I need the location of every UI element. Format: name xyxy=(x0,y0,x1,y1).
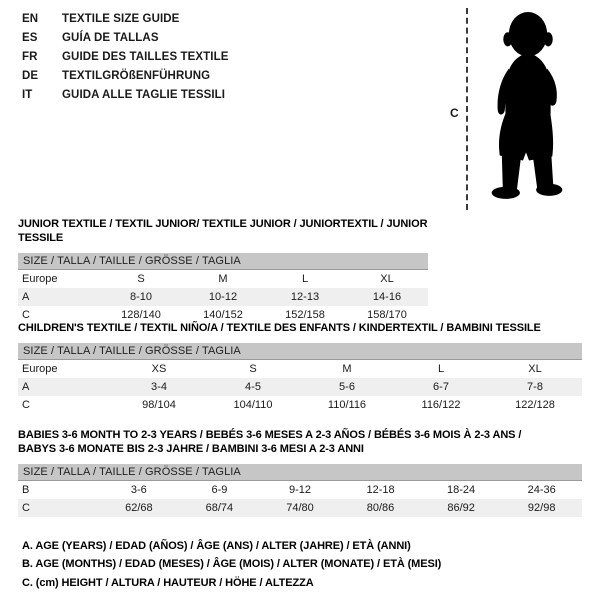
cell-value: 24-36 xyxy=(527,484,556,496)
language-title-text: GUÍA DE TALLAS xyxy=(62,32,159,44)
cell-value: M xyxy=(342,363,352,375)
language-title-list xyxy=(22,10,229,105)
cell-value: M xyxy=(218,273,228,285)
language-code: EN xyxy=(22,13,39,25)
language-row-de xyxy=(22,67,229,86)
cell-value: S xyxy=(249,363,257,375)
table-row xyxy=(18,378,582,396)
section-title-line: JUNIOR TEXTILE / TEXTIL JUNIOR/ TEXTILE JUNIOR / JUNIORTEXTIL / JUNIOR TESSILE xyxy=(18,218,428,244)
section-title xyxy=(18,321,582,335)
language-row-fr xyxy=(22,48,229,67)
cell-value: S xyxy=(137,273,145,285)
height-figure xyxy=(450,8,574,213)
cell-value: 158/170 xyxy=(367,309,407,321)
cell-value: 8-10 xyxy=(100,288,182,306)
cell-value: 116/122 xyxy=(421,399,461,411)
size-header-bar: SIZE / TALLA / TAILLE / GRÖSSE / TAGLIA xyxy=(18,343,582,360)
language-row-en xyxy=(22,10,229,29)
junior-size-table xyxy=(18,253,428,324)
cell-value: 4-5 xyxy=(206,378,300,396)
row-label: C xyxy=(18,499,99,517)
children-size-table xyxy=(18,343,582,414)
table-row xyxy=(18,499,582,517)
legend-note-line: C. (cm) HEIGHT / ALTURA / HAUTEUR / HÖHE / ALTEZZA xyxy=(22,576,314,589)
section-title-line: BABYS 3-6 MONATE BIS 2-3 JAHRE / BAMBINI 3-6 MESI A 2-3 ANNI xyxy=(18,443,364,455)
cell-value: 152/158 xyxy=(285,309,325,321)
babies-textile-section xyxy=(18,428,582,517)
cell-value: 5-6 xyxy=(300,378,394,396)
cell-value: L xyxy=(301,273,309,285)
size-header-bar: SIZE / TALLA / TAILLE / GRÖSSE / TAGLIA xyxy=(18,253,428,270)
junior-textile-section xyxy=(18,217,428,324)
cell-value: 110/116 xyxy=(327,399,367,411)
legend-notes xyxy=(22,537,441,592)
size-header-bar: SIZE / TALLA / TAILLE / GRÖSSE / TAGLIA xyxy=(18,464,582,481)
toddler-silhouette-icon xyxy=(478,8,574,210)
row-label: B xyxy=(22,484,30,496)
row-label: C xyxy=(22,399,30,411)
table-row xyxy=(18,481,582,500)
cell-value: 7-8 xyxy=(488,378,582,396)
cell-value: 92/98 xyxy=(501,499,582,517)
cell-value: 9-12 xyxy=(288,484,311,496)
section-title-line: BABIES 3-6 MONTH TO 2-3 YEARS / BEBÉS 3-6 MESES A 2-3 AÑOS / BÉBÉS 3-6 MOIS À 2-3 ANS / xyxy=(18,429,522,441)
section-title xyxy=(18,217,428,245)
cell-value: 128/140 xyxy=(121,309,161,321)
cell-value: 74/80 xyxy=(260,499,341,517)
height-dashed-line xyxy=(466,8,468,210)
cell-value: 12-18 xyxy=(366,484,395,496)
row-label: Europe xyxy=(22,273,58,285)
row-label: A xyxy=(18,288,100,306)
row-label: C xyxy=(22,309,30,321)
cell-value: 18-24 xyxy=(447,484,476,496)
section-title-line: CHILDREN'S TEXTILE / TEXTIL NIÑO/A / TEXTILE DES ENFANTS / KINDERTEXTIL / BAMBINI TESSILE xyxy=(18,322,541,334)
legend-note-line: B. AGE (MONTHS) / EDAD (MESES) / ÂGE (MOIS) / ALTER (MONATE) / ETÀ (MESI) xyxy=(22,558,442,571)
cell-value: 122/128 xyxy=(515,399,555,411)
babies-size-table xyxy=(18,464,582,517)
cell-value: 86/92 xyxy=(421,499,502,517)
language-code: ES xyxy=(22,32,38,44)
cell-value: 62/68 xyxy=(99,499,180,517)
table-row xyxy=(18,288,428,306)
row-label: Europe xyxy=(22,363,58,375)
section-title xyxy=(18,428,582,456)
cell-value: 140/152 xyxy=(203,309,243,321)
language-title-text: GUIDA ALLE TAGLIE TESSILI xyxy=(62,89,226,101)
language-title-text: GUIDE DES TAILLES TEXTILE xyxy=(62,51,229,63)
cell-value: 14-16 xyxy=(346,288,428,306)
cell-value: XL xyxy=(380,273,394,285)
cell-value: L xyxy=(437,363,445,375)
language-code: DE xyxy=(22,70,39,82)
cell-value: 12-13 xyxy=(264,288,346,306)
language-row-es xyxy=(22,29,229,48)
cell-value: XS xyxy=(151,363,167,375)
cell-value: 10-12 xyxy=(182,288,264,306)
cell-value: 68/74 xyxy=(179,499,260,517)
cell-value: 80/86 xyxy=(340,499,421,517)
cell-value: 3-6 xyxy=(130,484,147,496)
language-code: FR xyxy=(22,51,38,63)
cell-value: 6-7 xyxy=(394,378,488,396)
table-row xyxy=(18,360,582,379)
language-row-it xyxy=(22,86,229,105)
table-row xyxy=(18,396,582,414)
row-label: A xyxy=(18,378,112,396)
height-measure-label: C xyxy=(450,105,459,120)
cell-value: 3-4 xyxy=(112,378,206,396)
cell-value: 6-9 xyxy=(211,484,228,496)
language-title-text: TEXTILE SIZE GUIDE xyxy=(62,13,180,25)
table-row xyxy=(18,270,428,289)
cell-value: XL xyxy=(528,363,542,375)
language-title-text: TEXTILGRÖßENFÜHRUNG xyxy=(62,70,211,82)
cell-value: 98/104 xyxy=(142,399,176,411)
language-code: IT xyxy=(22,89,33,101)
children-textile-section xyxy=(18,321,582,414)
cell-value: 104/110 xyxy=(233,399,273,411)
legend-note-line: A. AGE (YEARS) / EDAD (AÑOS) / ÂGE (ANS) / ALTER (JAHRE) / ETÀ (ANNI) xyxy=(22,540,411,552)
